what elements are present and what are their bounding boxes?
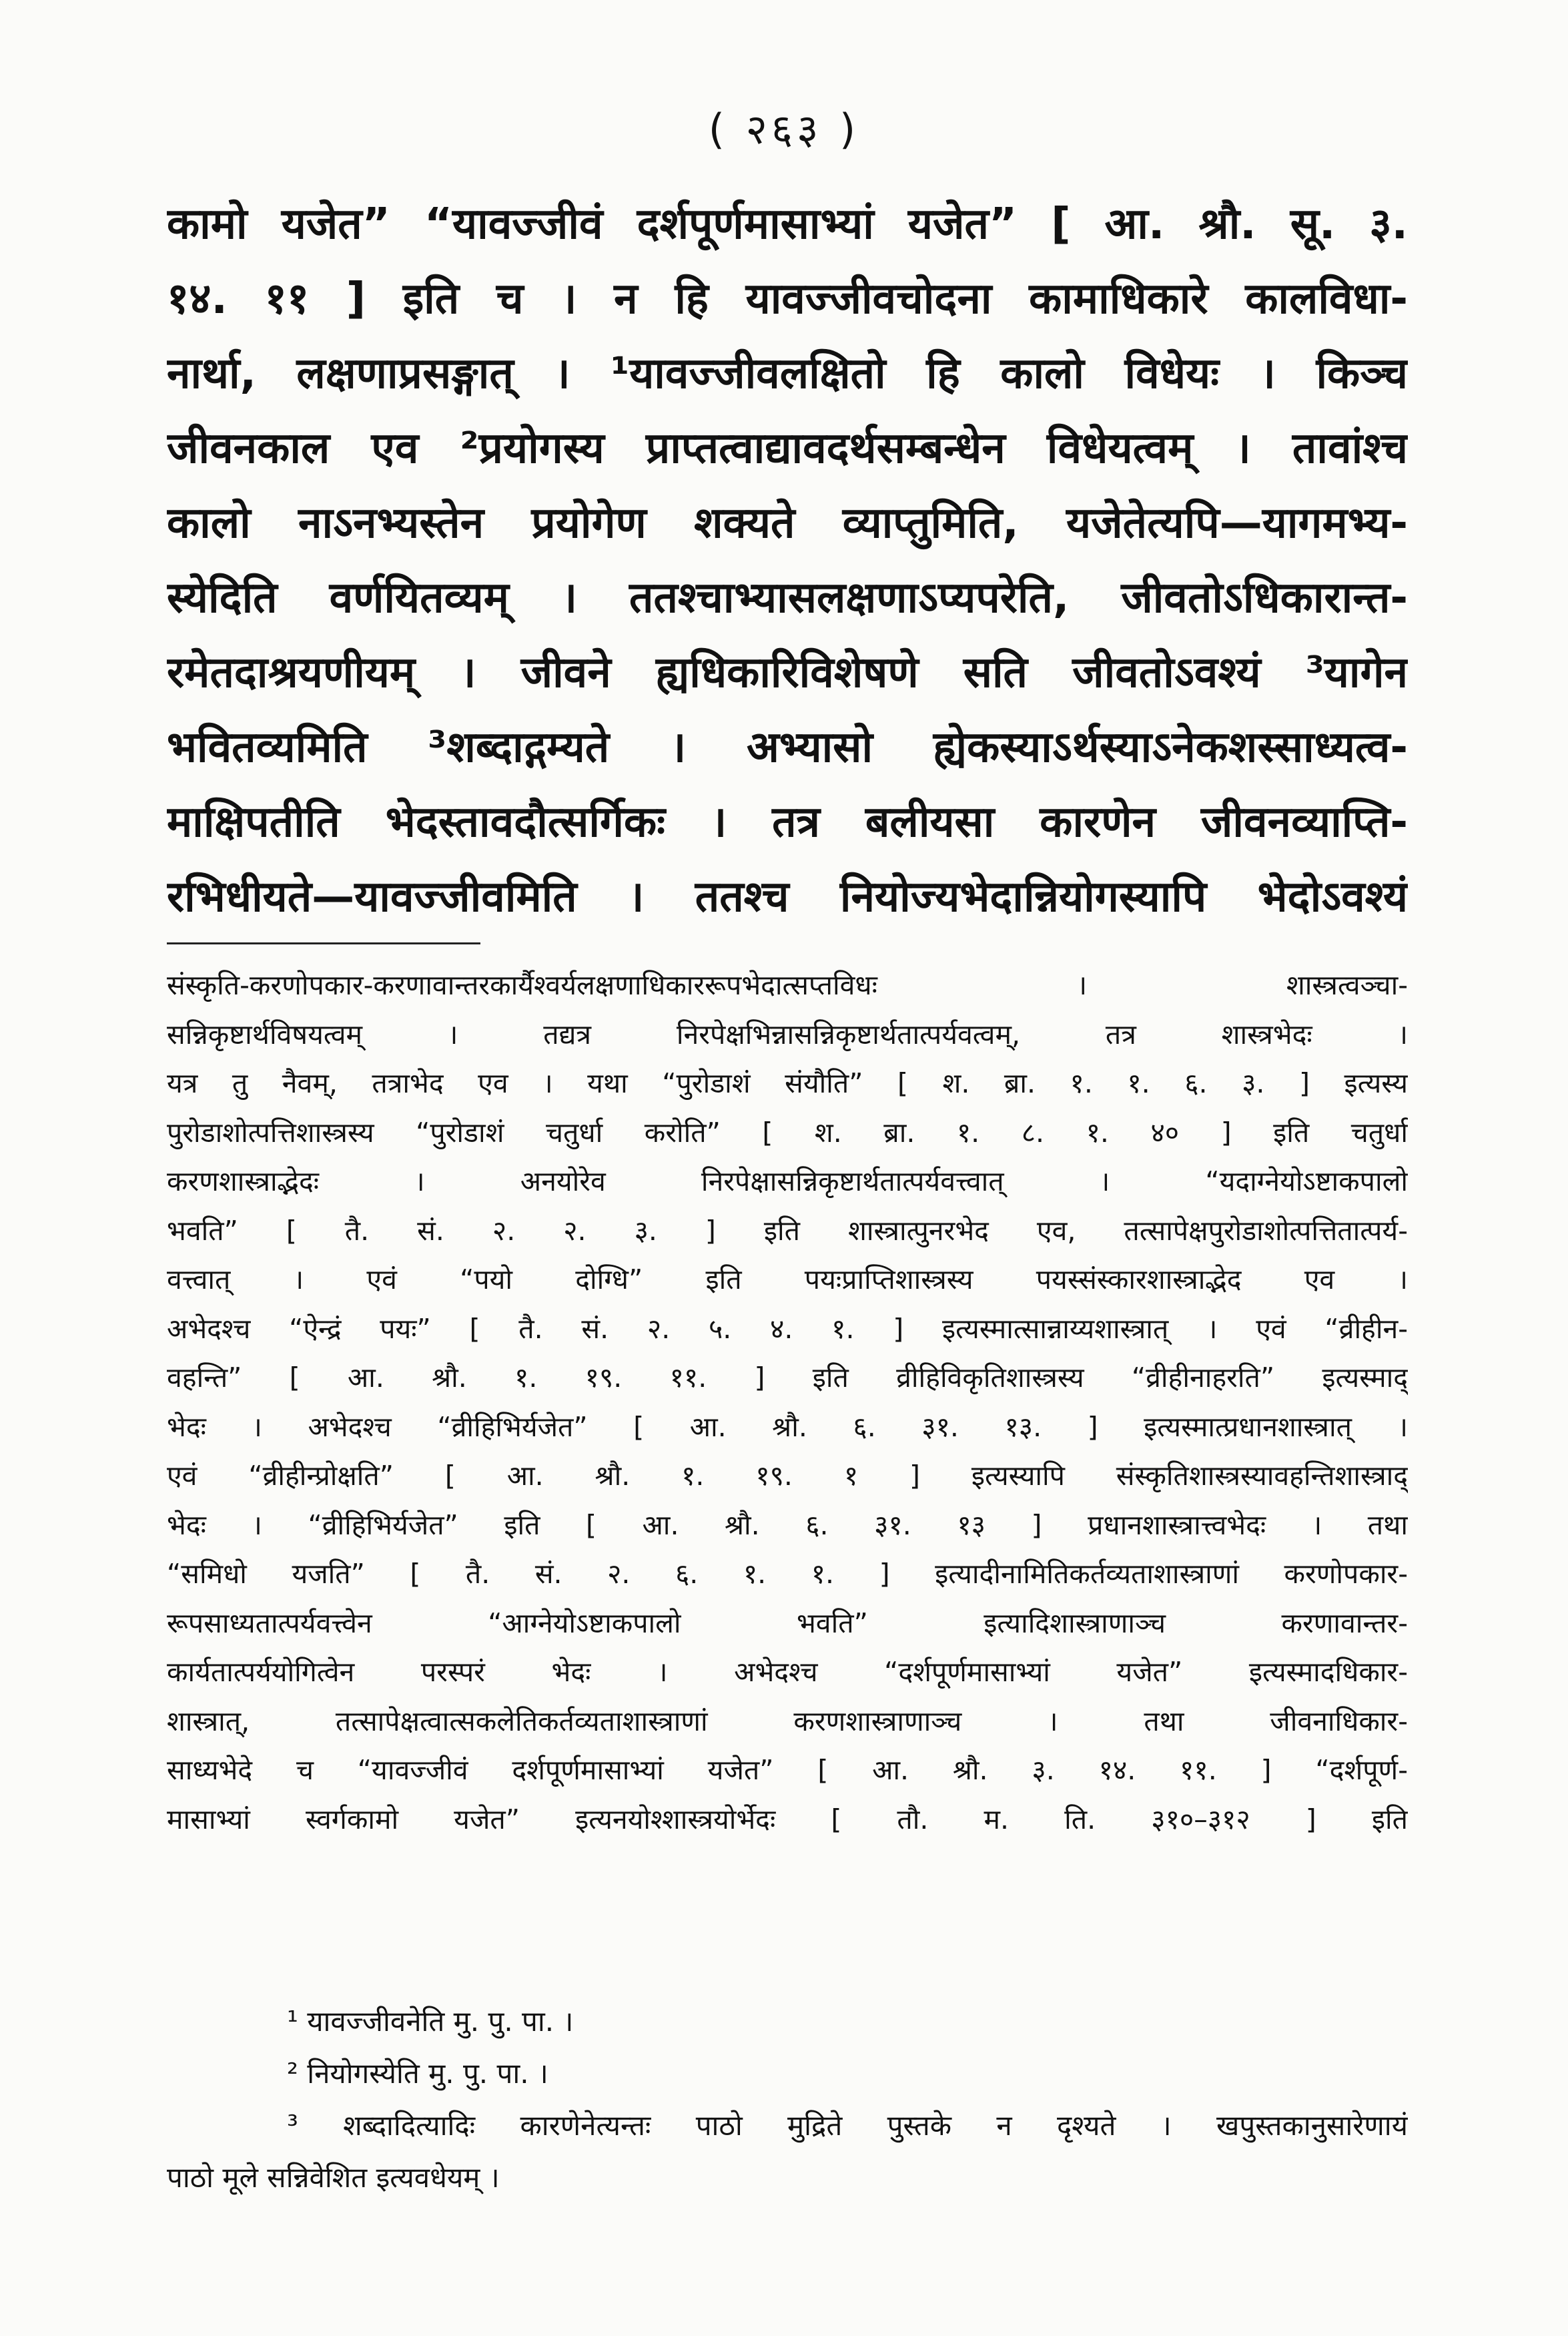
note-line: कार्यतात्पर्ययोगित्वेन परस्परं भेदः । अभेदश्च “दर्शपूर्णमासाभ्यां यजेत” इत्यस्मादधिकार- <box>167 1656 1408 1688</box>
main-text-line: १४. ११ ] इति च । न हि यावज्जीवचोदना कामाधिकारे कालविधा- <box>167 274 1408 324</box>
note-line: शास्त्रात्, तत्सापेक्षत्वात्सकलेतिकर्तव्यताशास्त्राणां करणशास्त्राणाञ्च । तथा जीवनाधिकार- <box>167 1705 1408 1737</box>
note-line: भेदः । “व्रीहिभिर्यजेत” इति [ आ. श्रौ. ६. ३१. १३ ] प्रधानशास्त्रात्त्वभेदः । तथा <box>167 1508 1408 1541</box>
note-line: संस्कृति-करणोपकार-करणावान्तरकार्यैश्वर्यलक्षणाधिकाररूपभेदात्सप्तविधः । शास्त्रत्वञ्चा- <box>167 969 1408 1001</box>
note-line: करणशास्त्राद्भेदः । अनयोरेव निरपेक्षासन्निकृष्टार्थतात्पर्यवत्त्वात् । “यदाग्नेयोऽष्टाकपालो <box>167 1165 1408 1197</box>
note-line: रूपसाध्यतात्पर्यवत्त्वेन “आग्नेयोऽष्टाकपालो भवति” इत्यादिशास्त्राणाञ्च करणावान्तर- <box>167 1607 1408 1639</box>
note-line: अभेदश्च “ऐन्द्रं पयः” [ तै. सं. २. ५. ४. १. ] इत्यस्मात्सान्नाय्यशास्त्रात् । एवं “व्रीहीन- <box>167 1312 1408 1345</box>
note-line: “समिधो यजति” [ तै. सं. २. ६. १. १. ] इत्यादीनामितिकर्तव्यताशास्त्राणां करणोपकार- <box>167 1558 1408 1590</box>
main-text-line: स्येदिति वर्णयितव्यम् । ततश्चाभ्यासलक्षणाऽप्यपरेति, जीवतोऽधिकारान्त- <box>167 573 1408 623</box>
main-text-line: कालो नाऽनभ्यस्तेन प्रयोगेण शक्यते व्याप्तुमिति, यजेतेत्यपि—यागमभ्य- <box>167 499 1408 548</box>
note-line: साध्यभेदे च “यावज्जीवं दर्शपूर्णमासाभ्यां यजेत” [ आ. श्रौ. ३. १४. ११. ] “दर्शपूर्ण- <box>167 1754 1408 1786</box>
main-text-line: रमेतदाश्रयणीयम् । जीवने ह्यधिकारिविशेषणे सति जीवतोऽवश्यं ³यागेन <box>167 648 1408 697</box>
note-line: भेदः । अभेदश्च “व्रीहिभिर्यजेत” [ आ. श्रौ. ६. ३१. १३. ] इत्यस्मात्प्रधानशास्त्रात् । <box>167 1410 1408 1443</box>
note-line: मासाभ्यां स्वर्गकामो यजेत” इत्यनयोश्शास्त्रयोर्भेदः [ तौ. म. ति. ३१०–३१२ ] इति <box>167 1803 1408 1835</box>
main-text <box>167 187 1408 934</box>
main-text-line: जीवनकाल एव ²प्रयोगस्य प्राप्तत्वाद्यावदर्थसम्बन्धेन विधेयत्वम् । तावांश्च <box>167 424 1408 473</box>
main-text-line: माक्षिपतीति भेदस्तावदौत्सर्गिकः । तत्र बलीयसा कारणेन जीवनव्याप्ति- <box>167 798 1408 847</box>
footnote-1: ¹ यावज्जीवनेति मु. पु. पा. । <box>287 2005 574 2038</box>
commentary-notes <box>167 961 1408 1844</box>
note-line: वहन्ति” [ आ. श्रौ. १. १९. ११. ] इति व्रीहिविकृतिशास्त्रस्य “व्रीहीनाहरति” इत्यस्माद् <box>167 1362 1408 1394</box>
main-text-line: कामो यजेत” “यावज्जीवं दर्शपूर्णमासाभ्यां यजेत” [ आ. श्रौ. सू. ३. <box>167 200 1408 249</box>
page-number: ( २६३ ) <box>708 105 860 154</box>
note-line: एवं “व्रीहीन्प्रोक्षति” [ आ. श्रौ. १. १९. १ ] इत्यस्यापि संस्कृतिशास्त्रस्यावहन्तिशास्त्राद् <box>167 1460 1408 1492</box>
footnote-divider <box>167 942 480 944</box>
note-line: भवति” [ तै. सं. २. २. ३. ] इति शास्त्रात्पुनरभेद एव, तत्सापेक्षपुरोडाशोत्पत्तितात्पर्य- <box>167 1214 1408 1247</box>
main-text-line: रभिधीयते—यावज्जीवमिति । ततश्च नियोज्यभेदान्नियोगस्यापि भेदोऽवश्यं <box>167 872 1408 922</box>
note-line: यत्र तु नैवम्, तत्राभेद एव । यथा “पुरोडाशं संयौति” [ श. ब्रा. १. १. ६. ३. ] इत्यस्य <box>167 1067 1408 1099</box>
main-text-line: नार्था, लक्षणाप्रसङ्गात् । ¹यावज्जीवलक्षितो हि कालो विधेयः । किञ्च <box>167 349 1408 398</box>
footnote-2: ² नियोगस्येति मु. पु. पा. । <box>287 2057 548 2090</box>
main-text-line: भवितव्यमिति ³शब्दाद्गम्यते । अभ्यासो ह्येकस्याऽर्थस्याऽनेकशस्साध्यत्व- <box>167 723 1408 772</box>
note-line: वत्त्वात् । एवं “पयो दोग्धि” इति पयःप्राप्तिशास्त्रस्य पयस्संस्कारशास्त्राद्भेद एव । <box>167 1263 1408 1295</box>
note-line: सन्निकृष्टार्थविषयत्वम् । तद्यत्र निरपेक्षभिन्नासन्निकृष्टार्थतात्पर्यवत्वम्, तत्र शास्त्रभेदः । <box>167 1018 1408 1051</box>
footnote-3-continued: पाठो मूले सन्निवेशित इत्यवधेयम् । <box>167 2161 500 2194</box>
note-line: पुरोडाशोत्पत्तिशास्त्रस्य “पुरोडाशं चतुर्धा करोति” [ श. ब्रा. १. ८. १. ४० ] इति चतुर्धा <box>167 1116 1408 1149</box>
footnote-3: ³ शब्दादित्यादिः कारणेनेत्यन्तः पाठो मुद्रिते पुस्तके न दृश्यते । खपुस्तकानुसारेणायं <box>287 2109 1408 2142</box>
footnotes <box>167 1996 1408 2204</box>
